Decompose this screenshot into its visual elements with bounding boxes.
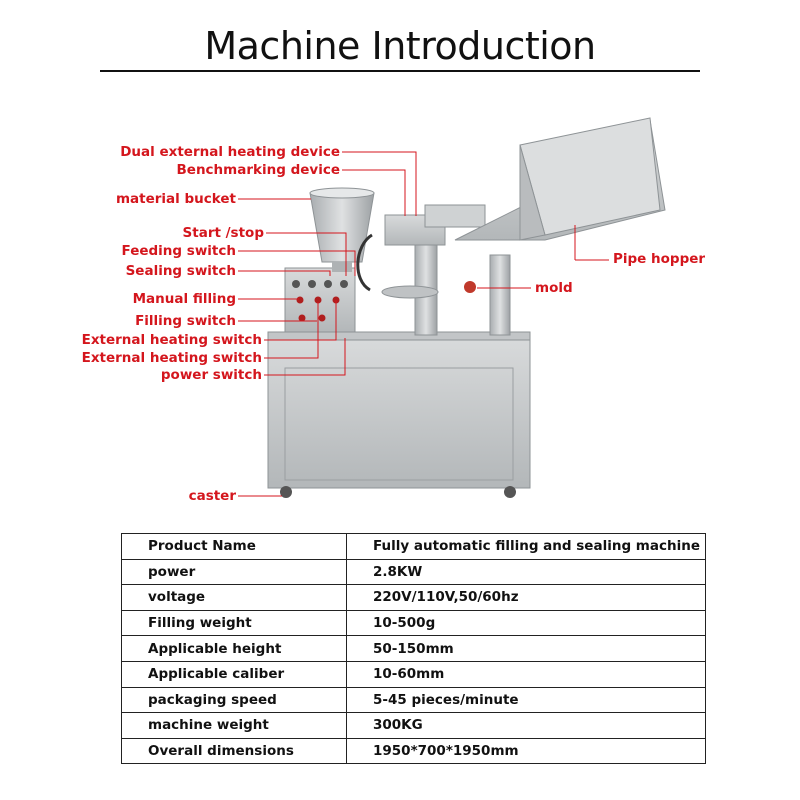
spec-value: 1950*700*1950mm (347, 738, 706, 764)
label-filling-switch: Filling switch (135, 313, 236, 329)
spec-value: 220V/110V,50/60hz (347, 585, 706, 611)
label-caster: caster (188, 488, 236, 504)
spec-value: 50-150mm (347, 636, 706, 662)
table-row (122, 687, 706, 713)
spec-name: packaging speed (122, 687, 347, 713)
table-row (122, 534, 706, 560)
page-title: Machine Introduction (204, 24, 596, 68)
spec-value: 2.8KW (347, 559, 706, 585)
label-start-stop: Start /stop (182, 225, 264, 241)
label-sealing-switch: Sealing switch (125, 263, 236, 279)
spec-name: Product Name (122, 534, 347, 560)
label-manual-filling: Manual filling (132, 291, 236, 307)
table-row (122, 713, 706, 739)
spec-value: 10-60mm (347, 661, 706, 687)
spec-name: Applicable height (122, 636, 347, 662)
spec-table (121, 533, 706, 764)
spec-name: Overall dimensions (122, 738, 347, 764)
table-row (122, 636, 706, 662)
label-external-heating-switch-2: External heating switch (81, 350, 262, 366)
spec-name: power (122, 559, 347, 585)
table-row (122, 738, 706, 764)
label-power-switch: power switch (160, 367, 262, 383)
table-row (122, 610, 706, 636)
material-bucket (310, 193, 374, 262)
spec-name: Filling weight (122, 610, 347, 636)
spec-value: 5-45 pieces/minute (347, 687, 706, 713)
spec-value: 10-500g (347, 610, 706, 636)
label-benchmarking-device: Benchmarking device (176, 162, 340, 178)
table-row (122, 661, 706, 687)
label-external-heating-switch-1: External heating switch (81, 332, 262, 348)
caster-right (504, 486, 516, 498)
table-row (122, 559, 706, 585)
spec-name: voltage (122, 585, 347, 611)
table-row (122, 585, 706, 611)
machine-cabinet (268, 338, 530, 488)
label-pipe-hopper: Pipe hopper (613, 251, 706, 267)
label-mold: mold (535, 280, 573, 296)
spec-name: machine weight (122, 713, 347, 739)
mold (464, 281, 476, 293)
label-material-bucket: material bucket (115, 191, 236, 207)
spec-value: Fully automatic filling and sealing machine (347, 534, 706, 560)
label-feeding-switch: Feeding switch (121, 243, 236, 259)
label-dual-external-heating-device: Dual external heating device (120, 144, 340, 160)
spec-value: 300KG (347, 713, 706, 739)
spec-name: Applicable caliber (122, 661, 347, 687)
